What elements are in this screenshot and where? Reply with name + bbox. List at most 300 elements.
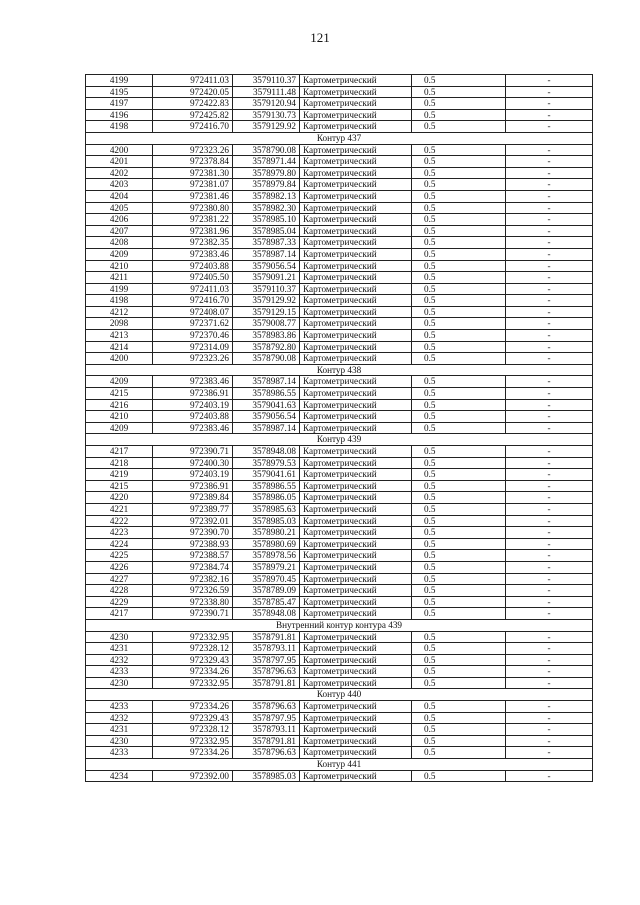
- y-coordinate-cell: 3578796.63: [233, 701, 300, 713]
- y-coordinate-cell: 3579129.92: [233, 295, 300, 307]
- point-number-cell: 4211: [86, 272, 153, 284]
- point-number-cell: 4202: [86, 167, 153, 179]
- x-coordinate-cell: 972411.03: [153, 75, 233, 87]
- y-coordinate-cell: 3578791.81: [233, 735, 300, 747]
- x-coordinate-cell: 972405.50: [153, 272, 233, 284]
- accuracy-cell: 0.5: [412, 388, 506, 400]
- y-coordinate-cell: 3578797.95: [233, 712, 300, 724]
- y-coordinate-cell: 3578948.08: [233, 446, 300, 458]
- coordinates-table: [85, 74, 593, 782]
- point-number-cell: 4220: [86, 492, 153, 504]
- table-row: [86, 295, 593, 307]
- note-cell: -: [506, 550, 593, 562]
- note-cell: -: [506, 388, 593, 400]
- point-number-cell: 4233: [86, 701, 153, 713]
- method-cell: Картометрический: [300, 608, 412, 620]
- point-number-cell: 4199: [86, 283, 153, 295]
- method-cell: Картометрический: [300, 295, 412, 307]
- method-cell: Картометрический: [300, 353, 412, 365]
- method-cell: Картометрический: [300, 643, 412, 655]
- method-cell: Картометрический: [300, 341, 412, 353]
- table-row: [86, 608, 593, 620]
- accuracy-cell: 0.5: [412, 527, 506, 539]
- point-number-cell: 4197: [86, 98, 153, 110]
- note-cell: -: [506, 596, 593, 608]
- point-number-cell: 4199: [86, 75, 153, 87]
- method-cell: Картометрический: [300, 469, 412, 481]
- method-cell: Картометрический: [300, 283, 412, 295]
- table-row: [86, 422, 593, 434]
- note-cell: -: [506, 283, 593, 295]
- x-coordinate-cell: 972390.70: [153, 527, 233, 539]
- point-number-cell: 4232: [86, 712, 153, 724]
- contour-header-row: [86, 434, 593, 446]
- note-cell: -: [506, 422, 593, 434]
- method-cell: Картометрический: [300, 399, 412, 411]
- x-coordinate-cell: 972323.26: [153, 353, 233, 365]
- note-cell: -: [506, 631, 593, 643]
- method-cell: Картометрический: [300, 202, 412, 214]
- accuracy-cell: 0.5: [412, 573, 506, 585]
- point-number-cell: 4198: [86, 121, 153, 133]
- note-cell: -: [506, 411, 593, 423]
- contour-header-row: [86, 619, 593, 631]
- contour-header-row: [86, 364, 593, 376]
- accuracy-cell: 0.5: [412, 446, 506, 458]
- accuracy-cell: 0.5: [412, 225, 506, 237]
- method-cell: Картометрический: [300, 712, 412, 724]
- x-coordinate-cell: 972420.05: [153, 86, 233, 98]
- method-cell: Картометрический: [300, 770, 412, 782]
- accuracy-cell: 0.5: [412, 237, 506, 249]
- table-row: [86, 86, 593, 98]
- method-cell: Картометрический: [300, 701, 412, 713]
- y-coordinate-cell: 3578986.55: [233, 388, 300, 400]
- contour-header-row: [86, 689, 593, 701]
- point-number-cell: 4228: [86, 585, 153, 597]
- table-row: [86, 585, 593, 597]
- table-row: [86, 643, 593, 655]
- point-number-cell: 4218: [86, 457, 153, 469]
- method-cell: Картометрический: [300, 550, 412, 562]
- note-cell: -: [506, 515, 593, 527]
- table-row: [86, 573, 593, 585]
- x-coordinate-cell: 972386.91: [153, 388, 233, 400]
- note-cell: -: [506, 318, 593, 330]
- y-coordinate-cell: 3578985.03: [233, 770, 300, 782]
- accuracy-cell: 0.5: [412, 515, 506, 527]
- table-row: [86, 538, 593, 550]
- point-number-cell: 4231: [86, 643, 153, 655]
- accuracy-cell: 0.5: [412, 503, 506, 515]
- accuracy-cell: 0.5: [412, 353, 506, 365]
- point-number-cell: 4205: [86, 202, 153, 214]
- note-cell: -: [506, 446, 593, 458]
- y-coordinate-cell: 3578987.14: [233, 376, 300, 388]
- point-number-cell: 4233: [86, 747, 153, 759]
- note-cell: -: [506, 190, 593, 202]
- point-number-cell: 4207: [86, 225, 153, 237]
- x-coordinate-cell: 972338.80: [153, 596, 233, 608]
- table-row: [86, 492, 593, 504]
- y-coordinate-cell: 3578986.55: [233, 480, 300, 492]
- note-cell: -: [506, 144, 593, 156]
- accuracy-cell: 0.5: [412, 156, 506, 168]
- y-coordinate-cell: 3578979.21: [233, 561, 300, 573]
- y-coordinate-cell: 3579110.37: [233, 75, 300, 87]
- point-number-cell: 4212: [86, 306, 153, 318]
- accuracy-cell: 0.5: [412, 98, 506, 110]
- x-coordinate-cell: 972389.84: [153, 492, 233, 504]
- y-coordinate-cell: 3578791.81: [233, 631, 300, 643]
- x-coordinate-cell: 972334.26: [153, 701, 233, 713]
- x-coordinate-cell: 972403.88: [153, 260, 233, 272]
- y-coordinate-cell: 3578985.03: [233, 515, 300, 527]
- table-row: [86, 724, 593, 736]
- x-coordinate-cell: 972329.43: [153, 654, 233, 666]
- accuracy-cell: 0.5: [412, 631, 506, 643]
- method-cell: Картометрический: [300, 214, 412, 226]
- note-cell: -: [506, 643, 593, 655]
- accuracy-cell: 0.5: [412, 121, 506, 133]
- x-coordinate-cell: 972332.95: [153, 677, 233, 689]
- y-coordinate-cell: 3579056.54: [233, 411, 300, 423]
- point-number-cell: 4210: [86, 260, 153, 272]
- accuracy-cell: 0.5: [412, 480, 506, 492]
- note-cell: -: [506, 98, 593, 110]
- y-coordinate-cell: 3578980.21: [233, 527, 300, 539]
- accuracy-cell: 0.5: [412, 677, 506, 689]
- note-cell: -: [506, 573, 593, 585]
- method-cell: Картометрический: [300, 724, 412, 736]
- accuracy-cell: 0.5: [412, 260, 506, 272]
- y-coordinate-cell: 3578985.63: [233, 503, 300, 515]
- contour-header-row: [86, 132, 593, 144]
- x-coordinate-cell: 972400.30: [153, 457, 233, 469]
- table-row: [86, 654, 593, 666]
- method-cell: Картометрический: [300, 457, 412, 469]
- note-cell: -: [506, 666, 593, 678]
- point-number-cell: 4230: [86, 631, 153, 643]
- note-cell: -: [506, 353, 593, 365]
- method-cell: Картометрический: [300, 330, 412, 342]
- coordinates-table-body: [86, 75, 593, 782]
- table-row: [86, 515, 593, 527]
- x-coordinate-cell: 972390.71: [153, 446, 233, 458]
- y-coordinate-cell: 3578793.11: [233, 724, 300, 736]
- accuracy-cell: 0.5: [412, 318, 506, 330]
- point-number-cell: 4198: [86, 295, 153, 307]
- y-coordinate-cell: 3578978.56: [233, 550, 300, 562]
- point-number-cell: 4213: [86, 330, 153, 342]
- note-cell: -: [506, 608, 593, 620]
- point-number-cell: 4208: [86, 237, 153, 249]
- x-coordinate-cell: 972328.12: [153, 643, 233, 655]
- y-coordinate-cell: 3578979.80: [233, 167, 300, 179]
- table-row: [86, 260, 593, 272]
- contour-title: Контур 439: [86, 434, 593, 446]
- accuracy-cell: 0.5: [412, 701, 506, 713]
- method-cell: Картометрический: [300, 109, 412, 121]
- note-cell: -: [506, 202, 593, 214]
- x-coordinate-cell: 972383.46: [153, 376, 233, 388]
- y-coordinate-cell: 3578979.84: [233, 179, 300, 191]
- method-cell: Картометрический: [300, 503, 412, 515]
- point-number-cell: 4230: [86, 677, 153, 689]
- method-cell: Картометрический: [300, 121, 412, 133]
- table-row: [86, 469, 593, 481]
- accuracy-cell: 0.5: [412, 724, 506, 736]
- accuracy-cell: 0.5: [412, 538, 506, 550]
- table-row: [86, 214, 593, 226]
- accuracy-cell: 0.5: [412, 306, 506, 318]
- method-cell: Картометрический: [300, 98, 412, 110]
- method-cell: Картометрический: [300, 573, 412, 585]
- x-coordinate-cell: 972403.19: [153, 399, 233, 411]
- y-coordinate-cell: 3579041.61: [233, 469, 300, 481]
- method-cell: Картометрический: [300, 411, 412, 423]
- method-cell: Картометрический: [300, 225, 412, 237]
- accuracy-cell: 0.5: [412, 712, 506, 724]
- accuracy-cell: 0.5: [412, 109, 506, 121]
- point-number-cell: 4230: [86, 735, 153, 747]
- table-row: [86, 376, 593, 388]
- y-coordinate-cell: 3578985.10: [233, 214, 300, 226]
- note-cell: -: [506, 179, 593, 191]
- note-cell: -: [506, 724, 593, 736]
- note-cell: -: [506, 747, 593, 759]
- y-coordinate-cell: 3579120.94: [233, 98, 300, 110]
- method-cell: Картометрический: [300, 631, 412, 643]
- y-coordinate-cell: 3578987.14: [233, 248, 300, 260]
- note-cell: -: [506, 295, 593, 307]
- y-coordinate-cell: 3579129.92: [233, 121, 300, 133]
- accuracy-cell: 0.5: [412, 330, 506, 342]
- x-coordinate-cell: 972390.71: [153, 608, 233, 620]
- table-row: [86, 735, 593, 747]
- method-cell: Картометрический: [300, 167, 412, 179]
- y-coordinate-cell: 3578793.11: [233, 643, 300, 655]
- x-coordinate-cell: 972416.70: [153, 295, 233, 307]
- method-cell: Картометрический: [300, 735, 412, 747]
- point-number-cell: 4196: [86, 109, 153, 121]
- x-coordinate-cell: 972392.00: [153, 770, 233, 782]
- y-coordinate-cell: 3579130.73: [233, 109, 300, 121]
- y-coordinate-cell: 3578789.09: [233, 585, 300, 597]
- point-number-cell: 4209: [86, 422, 153, 434]
- note-cell: -: [506, 167, 593, 179]
- y-coordinate-cell: 3579091.21: [233, 272, 300, 284]
- note-cell: -: [506, 585, 593, 597]
- table-row: [86, 144, 593, 156]
- table-row: [86, 712, 593, 724]
- table-row: [86, 353, 593, 365]
- accuracy-cell: 0.5: [412, 202, 506, 214]
- table-row: [86, 202, 593, 214]
- method-cell: Картометрический: [300, 515, 412, 527]
- note-cell: -: [506, 121, 593, 133]
- note-cell: -: [506, 561, 593, 573]
- point-number-cell: 4216: [86, 399, 153, 411]
- x-coordinate-cell: 972386.91: [153, 480, 233, 492]
- note-cell: -: [506, 712, 593, 724]
- y-coordinate-cell: 3578986.05: [233, 492, 300, 504]
- contour-title: Контур 441: [86, 759, 593, 771]
- table-row: [86, 480, 593, 492]
- note-cell: -: [506, 341, 593, 353]
- table-row: [86, 701, 593, 713]
- accuracy-cell: 0.5: [412, 585, 506, 597]
- y-coordinate-cell: 3578790.08: [233, 353, 300, 365]
- note-cell: -: [506, 237, 593, 249]
- method-cell: Картометрический: [300, 144, 412, 156]
- x-coordinate-cell: 972382.35: [153, 237, 233, 249]
- note-cell: -: [506, 503, 593, 515]
- note-cell: -: [506, 735, 593, 747]
- accuracy-cell: 0.5: [412, 747, 506, 759]
- y-coordinate-cell: 3578970.45: [233, 573, 300, 585]
- accuracy-cell: 0.5: [412, 654, 506, 666]
- method-cell: Картометрический: [300, 156, 412, 168]
- y-coordinate-cell: 3578785.47: [233, 596, 300, 608]
- accuracy-cell: 0.5: [412, 643, 506, 655]
- point-number-cell: 4219: [86, 469, 153, 481]
- y-coordinate-cell: 3579041.63: [233, 399, 300, 411]
- point-number-cell: 4215: [86, 480, 153, 492]
- x-coordinate-cell: 972383.46: [153, 422, 233, 434]
- accuracy-cell: 0.5: [412, 399, 506, 411]
- method-cell: Картометрический: [300, 306, 412, 318]
- contour-title: Контур 437: [86, 132, 593, 144]
- x-coordinate-cell: 972383.46: [153, 248, 233, 260]
- contour-header-row: [86, 759, 593, 771]
- y-coordinate-cell: 3578791.81: [233, 677, 300, 689]
- point-number-cell: 4201: [86, 156, 153, 168]
- x-coordinate-cell: 972314.09: [153, 341, 233, 353]
- point-number-cell: 4206: [86, 214, 153, 226]
- method-cell: Картометрический: [300, 666, 412, 678]
- x-coordinate-cell: 972384.74: [153, 561, 233, 573]
- accuracy-cell: 0.5: [412, 735, 506, 747]
- accuracy-cell: 0.5: [412, 422, 506, 434]
- accuracy-cell: 0.5: [412, 295, 506, 307]
- table-row: [86, 75, 593, 87]
- method-cell: Картометрический: [300, 248, 412, 260]
- x-coordinate-cell: 972326.59: [153, 585, 233, 597]
- y-coordinate-cell: 3578987.33: [233, 237, 300, 249]
- x-coordinate-cell: 972371.62: [153, 318, 233, 330]
- point-number-cell: 4203: [86, 179, 153, 191]
- y-coordinate-cell: 3578792.80: [233, 341, 300, 353]
- point-number-cell: 4214: [86, 341, 153, 353]
- method-cell: Картометрический: [300, 492, 412, 504]
- table-row: [86, 457, 593, 469]
- method-cell: Картометрический: [300, 260, 412, 272]
- note-cell: -: [506, 457, 593, 469]
- x-coordinate-cell: 972334.26: [153, 747, 233, 759]
- accuracy-cell: 0.5: [412, 469, 506, 481]
- x-coordinate-cell: 972382.16: [153, 573, 233, 585]
- point-number-cell: 4210: [86, 411, 153, 423]
- table-row: [86, 747, 593, 759]
- y-coordinate-cell: 3578983.86: [233, 330, 300, 342]
- note-cell: -: [506, 677, 593, 689]
- x-coordinate-cell: 972411.03: [153, 283, 233, 295]
- accuracy-cell: 0.5: [412, 167, 506, 179]
- x-coordinate-cell: 972403.88: [153, 411, 233, 423]
- y-coordinate-cell: 3578982.30: [233, 202, 300, 214]
- accuracy-cell: 0.5: [412, 190, 506, 202]
- point-number-cell: 4200: [86, 144, 153, 156]
- table-row: [86, 156, 593, 168]
- point-number-cell: 4209: [86, 248, 153, 260]
- x-coordinate-cell: 972388.57: [153, 550, 233, 562]
- x-coordinate-cell: 972329.43: [153, 712, 233, 724]
- accuracy-cell: 0.5: [412, 376, 506, 388]
- y-coordinate-cell: 3578790.08: [233, 144, 300, 156]
- method-cell: Картометрический: [300, 596, 412, 608]
- point-number-cell: 4224: [86, 538, 153, 550]
- point-number-cell: 4229: [86, 596, 153, 608]
- method-cell: Картометрический: [300, 190, 412, 202]
- accuracy-cell: 0.5: [412, 248, 506, 260]
- method-cell: Картометрический: [300, 527, 412, 539]
- y-coordinate-cell: 3578987.14: [233, 422, 300, 434]
- table-row: [86, 677, 593, 689]
- table-row: [86, 388, 593, 400]
- method-cell: Картометрический: [300, 480, 412, 492]
- table-row: [86, 596, 593, 608]
- y-coordinate-cell: 3578971.44: [233, 156, 300, 168]
- table-row: [86, 306, 593, 318]
- note-cell: -: [506, 214, 593, 226]
- x-coordinate-cell: 972422.83: [153, 98, 233, 110]
- table-row: [86, 341, 593, 353]
- note-cell: -: [506, 538, 593, 550]
- x-coordinate-cell: 972328.12: [153, 724, 233, 736]
- table-row: [86, 98, 593, 110]
- note-cell: -: [506, 225, 593, 237]
- y-coordinate-cell: 3578980.69: [233, 538, 300, 550]
- table-row: [86, 272, 593, 284]
- table-row: [86, 190, 593, 202]
- x-coordinate-cell: 972403.19: [153, 469, 233, 481]
- accuracy-cell: 0.5: [412, 341, 506, 353]
- accuracy-cell: 0.5: [412, 179, 506, 191]
- point-number-cell: 4231: [86, 724, 153, 736]
- point-number-cell: 4195: [86, 86, 153, 98]
- point-number-cell: 4223: [86, 527, 153, 539]
- table-row: [86, 248, 593, 260]
- x-coordinate-cell: 972380.80: [153, 202, 233, 214]
- accuracy-cell: 0.5: [412, 411, 506, 423]
- note-cell: -: [506, 654, 593, 666]
- accuracy-cell: 0.5: [412, 75, 506, 87]
- accuracy-cell: 0.5: [412, 608, 506, 620]
- note-cell: -: [506, 156, 593, 168]
- accuracy-cell: 0.5: [412, 561, 506, 573]
- method-cell: Картометрический: [300, 677, 412, 689]
- x-coordinate-cell: 972381.46: [153, 190, 233, 202]
- y-coordinate-cell: 3578796.63: [233, 666, 300, 678]
- y-coordinate-cell: 3579056.54: [233, 260, 300, 272]
- table-row: [86, 318, 593, 330]
- note-cell: -: [506, 75, 593, 87]
- y-coordinate-cell: 3578948.08: [233, 608, 300, 620]
- point-number-cell: 4221: [86, 503, 153, 515]
- note-cell: -: [506, 480, 593, 492]
- table-row: [86, 666, 593, 678]
